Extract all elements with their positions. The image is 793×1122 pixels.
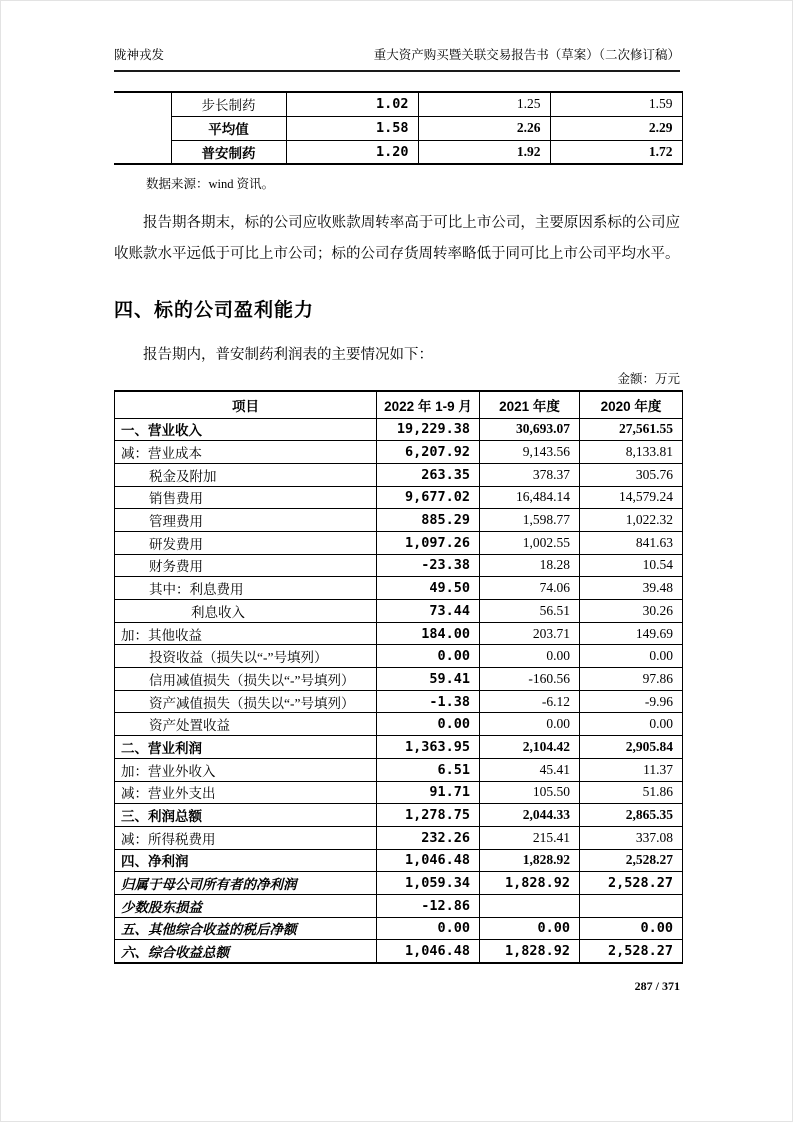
income-table-row bbox=[115, 872, 683, 895]
item-label: 五、其他综合收益的税后净额 bbox=[115, 917, 377, 940]
value-cell: 91.71 bbox=[377, 781, 480, 804]
value-cell: 1,363.95 bbox=[377, 736, 480, 759]
income-table-row bbox=[115, 645, 683, 668]
value-cell: 0.00 bbox=[580, 713, 683, 736]
page-number: 287 / 371 bbox=[634, 978, 680, 993]
item-label: 四、净利润 bbox=[115, 849, 377, 872]
value-cell: 10.54 bbox=[580, 554, 683, 577]
income-table-row bbox=[115, 940, 683, 963]
item-label: 减：营业成本 bbox=[115, 441, 377, 464]
value-cell: 14,579.24 bbox=[580, 486, 683, 509]
item-label: 管理费用 bbox=[115, 509, 377, 532]
page-header bbox=[114, 47, 680, 72]
income-table-row bbox=[115, 554, 683, 577]
item-label: 一、营业收入 bbox=[115, 418, 377, 441]
value-cell bbox=[480, 894, 580, 917]
income-table-row bbox=[115, 781, 683, 804]
income-table-row bbox=[115, 713, 683, 736]
value-cell: 1,002.55 bbox=[480, 531, 580, 554]
value-cell: 6,207.92 bbox=[377, 441, 480, 464]
value-cell: 885.29 bbox=[377, 509, 480, 532]
value-cell: 1,828.92 bbox=[480, 849, 580, 872]
income-table-row bbox=[115, 826, 683, 849]
income-table-row bbox=[115, 849, 683, 872]
value-cell: -6.12 bbox=[480, 690, 580, 713]
item-label: 加：其他收益 bbox=[115, 622, 377, 645]
item-label: 加：营业外收入 bbox=[115, 758, 377, 781]
company-label: 平均值 bbox=[171, 116, 286, 140]
item-label: 研发费用 bbox=[115, 531, 377, 554]
value-cell: 2,528.27 bbox=[580, 849, 683, 872]
value-cell: -12.86 bbox=[377, 894, 480, 917]
item-label: 信用减值损失（损失以“-”号填列） bbox=[115, 668, 377, 691]
header-right-title: 重大资产购买暨关联交易报告书（草案）（二次修订稿） bbox=[373, 48, 680, 62]
column-header-2022: 2022 年 1-9 月 bbox=[377, 391, 480, 418]
income-table-row bbox=[115, 917, 683, 940]
income-table-row bbox=[115, 736, 683, 759]
income-table-row bbox=[115, 894, 683, 917]
value-cell: -1.38 bbox=[377, 690, 480, 713]
value-cell: 74.06 bbox=[480, 577, 580, 600]
header-left-title: 陇神戎发 bbox=[114, 48, 165, 62]
company-label: 普安制药 bbox=[171, 140, 286, 164]
column-header-2021: 2021 年度 bbox=[480, 391, 580, 418]
value-cell: 2,905.84 bbox=[580, 736, 683, 759]
value-cell: 1.72 bbox=[550, 140, 682, 164]
value-cell: 1,828.92 bbox=[480, 940, 580, 963]
value-cell: 16,484.14 bbox=[480, 486, 580, 509]
income-table-row bbox=[115, 758, 683, 781]
value-cell: 2,104.42 bbox=[480, 736, 580, 759]
value-cell: 1.92 bbox=[418, 140, 550, 164]
income-table-row bbox=[115, 418, 683, 441]
value-cell: 1.02 bbox=[286, 92, 418, 116]
income-table-row bbox=[115, 486, 683, 509]
value-cell: 6.51 bbox=[377, 758, 480, 781]
item-label: 减：营业外支出 bbox=[115, 781, 377, 804]
value-cell: -23.38 bbox=[377, 554, 480, 577]
comparison-table bbox=[114, 91, 683, 165]
item-label: 资产处置收益 bbox=[115, 713, 377, 736]
income-table-row bbox=[115, 622, 683, 645]
value-cell: 59.41 bbox=[377, 668, 480, 691]
column-header-item: 项目 bbox=[115, 391, 377, 418]
income-table-row bbox=[115, 463, 683, 486]
item-label: 投资收益（损失以“-”号填列） bbox=[115, 645, 377, 668]
income-table-row bbox=[115, 690, 683, 713]
value-cell: 263.35 bbox=[377, 463, 480, 486]
value-cell: 1,046.48 bbox=[377, 940, 480, 963]
company-label: 步长制药 bbox=[171, 92, 286, 116]
item-label: 减：所得税费用 bbox=[115, 826, 377, 849]
value-cell: 19,229.38 bbox=[377, 418, 480, 441]
value-cell: 337.08 bbox=[580, 826, 683, 849]
item-label: 利息收入 bbox=[115, 600, 377, 623]
income-table-row bbox=[115, 804, 683, 827]
item-label: 销售费用 bbox=[115, 486, 377, 509]
value-cell: 1.58 bbox=[286, 116, 418, 140]
item-label: 其中：利息费用 bbox=[115, 577, 377, 600]
comparison-row bbox=[114, 116, 682, 140]
income-table-row bbox=[115, 441, 683, 464]
value-cell: 105.50 bbox=[480, 781, 580, 804]
income-table-header-row bbox=[115, 391, 683, 418]
value-cell: 73.44 bbox=[377, 600, 480, 623]
value-cell: 1,046.48 bbox=[377, 849, 480, 872]
comparison-row bbox=[114, 140, 682, 164]
income-table-row bbox=[115, 668, 683, 691]
value-cell bbox=[580, 894, 683, 917]
intro-paragraph: 报告期内，普安制药利润表的主要情况如下： bbox=[143, 347, 433, 363]
value-cell: 1,598.77 bbox=[480, 509, 580, 532]
value-cell: 2,044.33 bbox=[480, 804, 580, 827]
unit-note: 金额：万元 bbox=[617, 372, 680, 386]
item-label: 三、利润总额 bbox=[115, 804, 377, 827]
income-table-row bbox=[115, 509, 683, 532]
value-cell: 39.48 bbox=[580, 577, 683, 600]
value-cell: 0.00 bbox=[377, 713, 480, 736]
value-cell: 841.63 bbox=[580, 531, 683, 554]
value-cell: 1,278.75 bbox=[377, 804, 480, 827]
value-cell: 203.71 bbox=[480, 622, 580, 645]
value-cell: 9,677.02 bbox=[377, 486, 480, 509]
value-cell: 1,097.26 bbox=[377, 531, 480, 554]
value-cell: 11.37 bbox=[580, 758, 683, 781]
comparison-row bbox=[114, 92, 682, 116]
value-cell: -160.56 bbox=[480, 668, 580, 691]
value-cell: 2.26 bbox=[418, 116, 550, 140]
value-cell: 1.25 bbox=[418, 92, 550, 116]
income-table-row bbox=[115, 600, 683, 623]
item-label: 归属于母公司所有者的净利润 bbox=[115, 872, 377, 895]
value-cell: 215.41 bbox=[480, 826, 580, 849]
value-cell: 27,561.55 bbox=[580, 418, 683, 441]
value-cell: 2.29 bbox=[550, 116, 682, 140]
value-cell: 30,693.07 bbox=[480, 418, 580, 441]
value-cell: 97.86 bbox=[580, 668, 683, 691]
value-cell: 305.76 bbox=[580, 463, 683, 486]
income-statement-table bbox=[114, 390, 683, 964]
value-cell: 1.20 bbox=[286, 140, 418, 164]
source-note: 数据来源：wind 资讯。 bbox=[146, 177, 275, 191]
income-table-row bbox=[115, 531, 683, 554]
value-cell: 1,059.34 bbox=[377, 872, 480, 895]
continued-empty-cell bbox=[114, 92, 171, 164]
income-table-row bbox=[115, 577, 683, 600]
value-cell: 0.00 bbox=[480, 917, 580, 940]
value-cell: 0.00 bbox=[580, 917, 683, 940]
section-heading: 四、标的公司盈利能力 bbox=[114, 300, 315, 321]
value-cell: -9.96 bbox=[580, 690, 683, 713]
value-cell: 2,528.27 bbox=[580, 872, 683, 895]
value-cell: 0.00 bbox=[580, 645, 683, 668]
item-label: 少数股东损益 bbox=[115, 894, 377, 917]
value-cell: 1,828.92 bbox=[480, 872, 580, 895]
item-label: 财务费用 bbox=[115, 554, 377, 577]
value-cell: 2,528.27 bbox=[580, 940, 683, 963]
value-cell: 232.26 bbox=[377, 826, 480, 849]
value-cell: 51.86 bbox=[580, 781, 683, 804]
value-cell: 0.00 bbox=[377, 645, 480, 668]
item-label: 资产减值损失（损失以“-”号填列） bbox=[115, 690, 377, 713]
value-cell: 18.28 bbox=[480, 554, 580, 577]
item-label: 税金及附加 bbox=[115, 463, 377, 486]
value-cell: 30.26 bbox=[580, 600, 683, 623]
value-cell: 149.69 bbox=[580, 622, 683, 645]
value-cell: 9,143.56 bbox=[480, 441, 580, 464]
value-cell: 49.50 bbox=[377, 577, 480, 600]
item-label: 二、营业利润 bbox=[115, 736, 377, 759]
value-cell: 1.59 bbox=[550, 92, 682, 116]
value-cell: 56.51 bbox=[480, 600, 580, 623]
value-cell: 0.00 bbox=[480, 713, 580, 736]
item-label: 六、综合收益总额 bbox=[115, 940, 377, 963]
value-cell: 0.00 bbox=[480, 645, 580, 668]
value-cell: 0.00 bbox=[377, 917, 480, 940]
value-cell: 184.00 bbox=[377, 622, 480, 645]
value-cell: 378.37 bbox=[480, 463, 580, 486]
body-paragraph: 报告期各期末，标的公司应收账款周转率高于可比上市公司，主要原因系标的公司应收账款水平远低于可比上市公司；标的公司存货周转率略低于同可比上市公司平均水平。 bbox=[114, 215, 680, 262]
value-cell: 2,865.35 bbox=[580, 804, 683, 827]
value-cell: 45.41 bbox=[480, 758, 580, 781]
column-header-2020: 2020 年度 bbox=[580, 391, 683, 418]
value-cell: 8,133.81 bbox=[580, 441, 683, 464]
value-cell: 1,022.32 bbox=[580, 509, 683, 532]
